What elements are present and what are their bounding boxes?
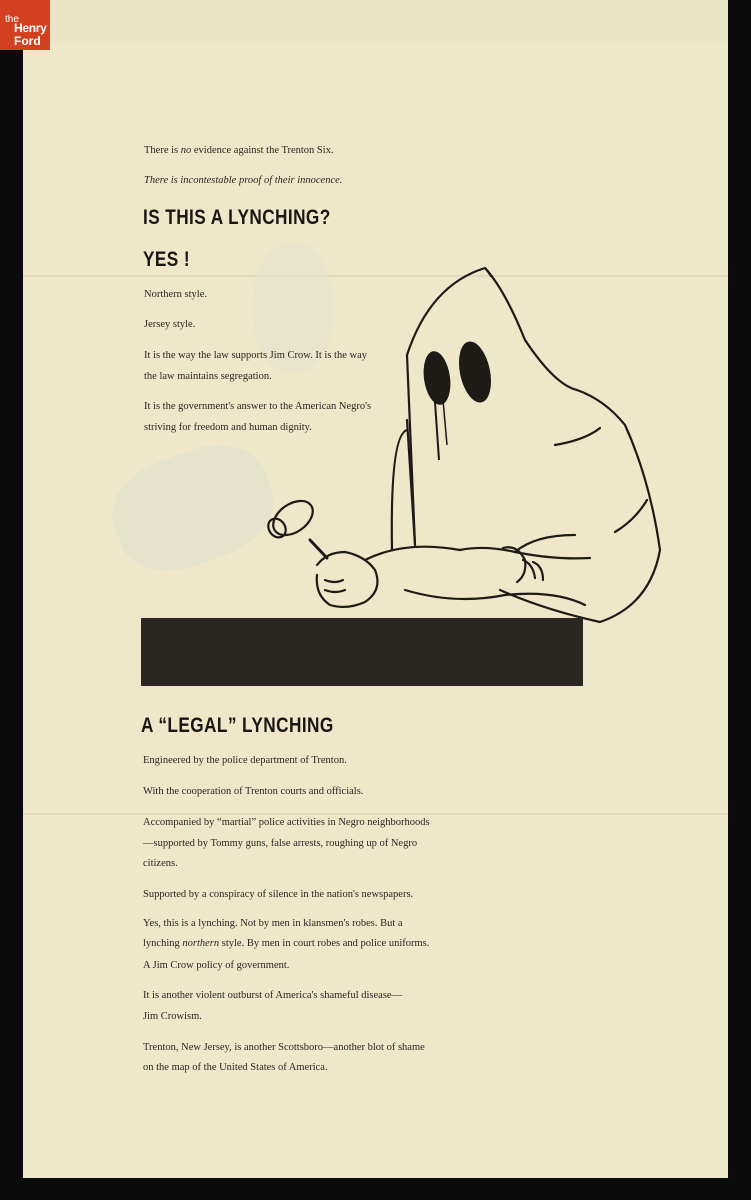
paragraph: Supported by a conspiracy of silence in the nation's newspapers.	[143, 889, 414, 900]
paragraph-line: It is the government's answer to the American Negro's	[144, 401, 372, 412]
right-eye-hole	[454, 339, 496, 406]
headline-yes: YES !	[143, 248, 191, 271]
paragraph-line: citizens.	[143, 858, 178, 869]
folded-top-flap	[50, 0, 728, 45]
paragraph-text: lynching	[143, 938, 183, 949]
headline-lynching-question: IS THIS A LYNCHING?	[143, 206, 331, 229]
paragraph: Northern style.	[144, 289, 207, 300]
paragraph-line	[143, 937, 429, 951]
paragraph-line: Accompanied by “martial” police activities in Negro neighborhoods	[143, 817, 430, 828]
logo-ford: Ford	[14, 34, 41, 48]
headline-legal-lynching: A “LEGAL” LYNCHING	[141, 714, 334, 737]
logo-the: the	[5, 14, 19, 25]
klansman-judge-illustration	[255, 260, 675, 630]
logo-henry: Henry	[14, 21, 47, 35]
paragraph-line: Trenton, New Jersey, is another Scottsboro—another blot of shame	[143, 1042, 425, 1053]
paragraph-line: the law maintains segregation.	[144, 371, 272, 382]
henry-ford-logo	[0, 0, 50, 50]
paragraph-line: striving for freedom and human dignity.	[144, 422, 312, 433]
intro-text: There is	[144, 145, 181, 156]
paragraph-line: Jim Crowism.	[143, 1011, 202, 1022]
fold-line	[23, 813, 728, 815]
intro-line-2: There is incontestable proof of their innocence.	[144, 175, 343, 186]
left-eye-hole	[420, 349, 453, 406]
paragraph: With the cooperation of Trenton courts and officials.	[143, 786, 364, 797]
paragraph: Engineered by the police department of Trenton.	[143, 755, 347, 766]
intro-text: evidence against the Trenton Six.	[191, 145, 334, 156]
paragraph-line: on the map of the United States of America.	[143, 1062, 328, 1073]
robe-outline	[500, 390, 660, 622]
paragraph-line: A Jim Crow policy of government.	[143, 960, 290, 971]
hood-outline	[407, 268, 577, 545]
arm-left	[365, 547, 460, 560]
intro-line-1	[144, 144, 334, 158]
paragraph-emphasis: northern	[182, 938, 220, 949]
intro-emphasis: no	[180, 145, 192, 156]
paragraph-line: It is another violent outburst of America's shameful disease—	[143, 990, 403, 1001]
arm-right	[460, 548, 590, 558]
paragraph-text: style. By men in court robes and police uniforms.	[219, 938, 430, 949]
paragraph-line: Yes, this is a lynching. Not by men in klansmen's robes. But a	[143, 918, 403, 929]
paragraph-line: —supported by Tommy guns, false arrests, roughing up of Negro	[143, 838, 418, 849]
judge-bench	[141, 618, 583, 686]
paragraph: Jersey style.	[144, 319, 196, 330]
gavel-handle	[310, 540, 327, 558]
paragraph-line: It is the way the law supports Jim Crow. It is the way	[144, 350, 367, 361]
